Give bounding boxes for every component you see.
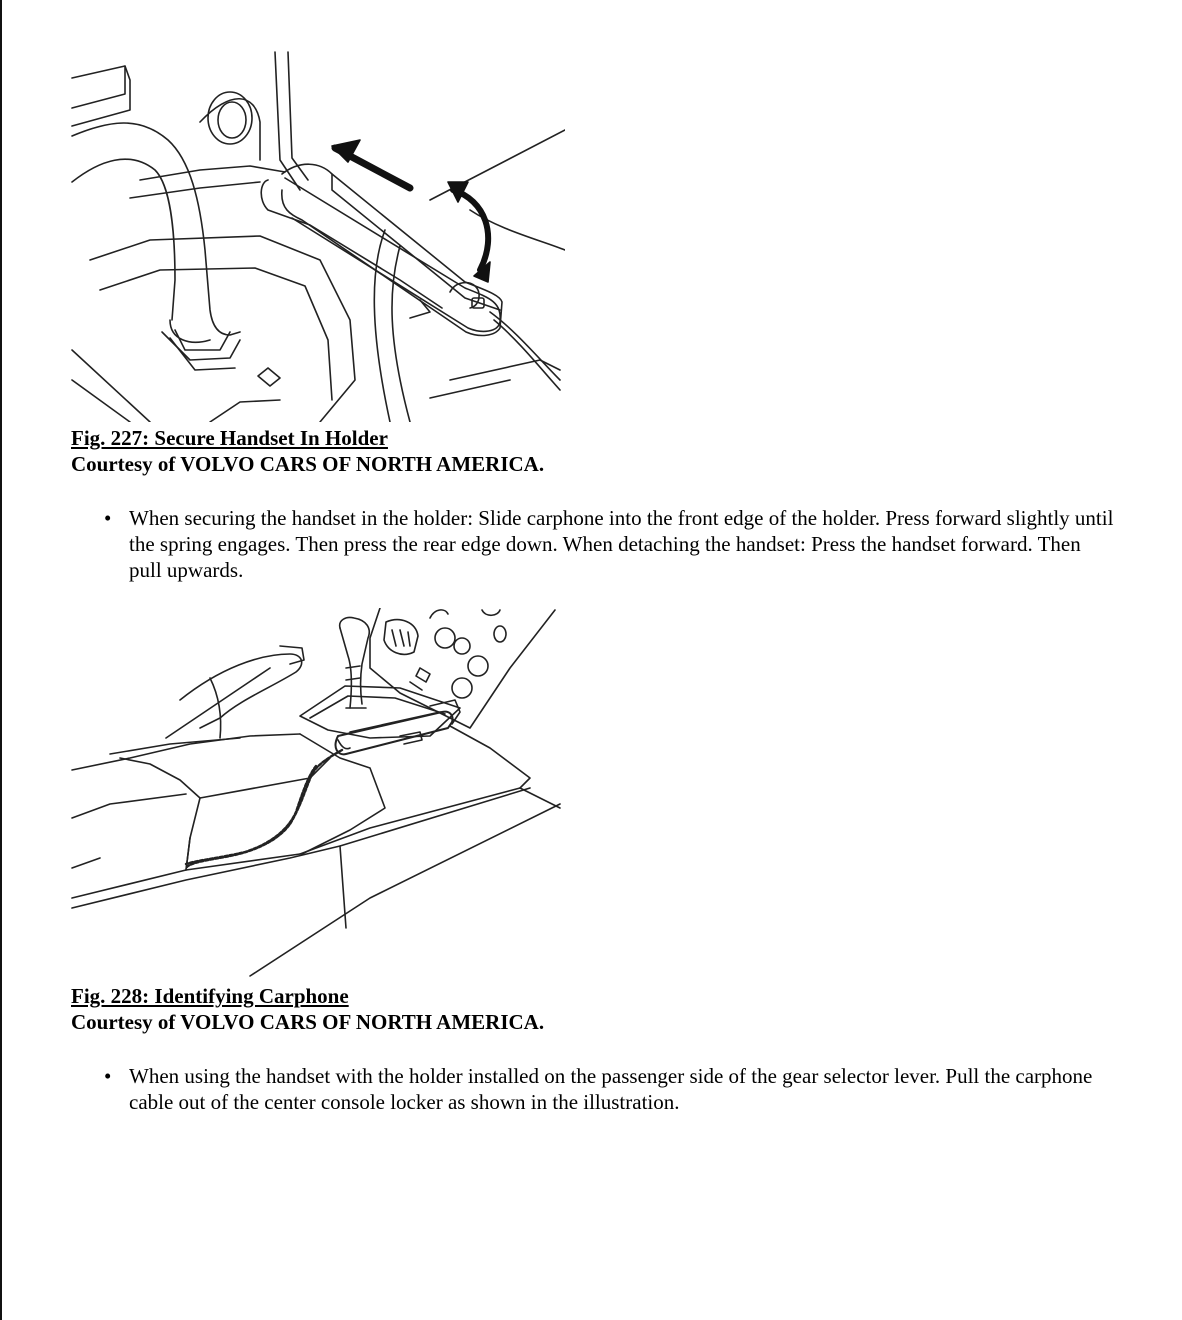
bullet-marker: • xyxy=(104,1064,112,1088)
instruction-bullet xyxy=(104,505,1114,583)
instruction-text: When using the handset with the holder installed on the passenger side of the gear selector lever. Pull the carphone cable out of the center console locker as shown in the illustration. xyxy=(129,1064,1093,1114)
instruction-text: When securing the handset in the holder: Slide carphone into the front edge of the holder. Press forward slightly until the spring engages. Then press the rear edge down. When detaching the handset: Press the handset forward. Then pull upwards. xyxy=(129,506,1114,582)
figure-227-illustration xyxy=(70,50,565,422)
figure-title: Fig. 227: Secure Handset In Holder xyxy=(71,426,388,450)
figure-228-illustration xyxy=(70,608,565,980)
figure-title: Fig. 228: Identifying Carphone xyxy=(71,984,349,1008)
figure-credit: Courtesy of VOLVO CARS OF NORTH AMERICA. xyxy=(71,452,545,476)
page-left-border xyxy=(0,0,2,1320)
figure-228-caption xyxy=(71,983,544,1035)
bullet-marker: • xyxy=(104,506,112,530)
figure-credit: Courtesy of VOLVO CARS OF NORTH AMERICA. xyxy=(71,1010,545,1034)
instruction-bullet xyxy=(104,1063,1114,1115)
figure-227-caption xyxy=(71,425,544,477)
